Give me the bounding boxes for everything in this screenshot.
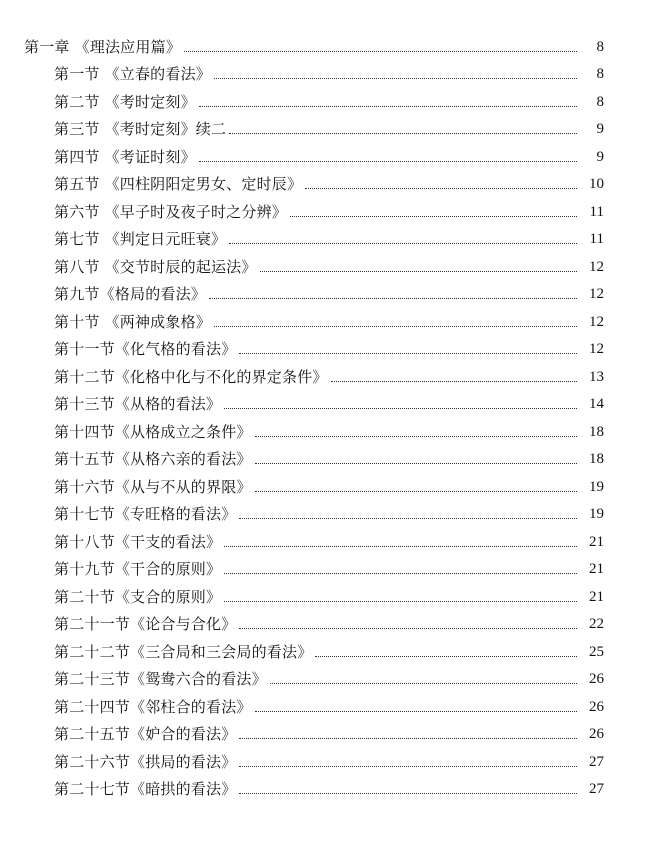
dot-leader: [255, 463, 577, 464]
dot-leader: [224, 601, 577, 602]
toc-section-entry[interactable]: [0, 690, 650, 718]
toc-section-entry[interactable]: [0, 608, 650, 636]
toc-section-entry[interactable]: [0, 388, 650, 416]
dot-leader: [315, 656, 577, 657]
section-title: 第四节 《考证时刻》: [54, 147, 196, 166]
page-number: 8: [596, 93, 604, 110]
dot-leader: [214, 78, 577, 79]
page-number: 12: [589, 258, 604, 275]
section-title: 第十九节《干合的原则》: [54, 560, 222, 578]
page-number: 25: [589, 643, 604, 660]
dot-leader: [305, 188, 577, 189]
toc-section-entry[interactable]: [0, 663, 650, 691]
dot-leader: [331, 381, 577, 382]
page-number: 26: [589, 698, 604, 715]
page-number: 27: [589, 781, 604, 797]
toc-section-entry[interactable]: [0, 333, 650, 361]
section-title: 第二十二节《三合局和三会局的看法》: [54, 642, 313, 661]
page-number: 22: [589, 616, 604, 632]
page-number: 26: [589, 671, 604, 687]
toc-section-entry[interactable]: [0, 58, 650, 86]
page-number: 27: [589, 753, 604, 770]
section-title: 第二十四节《邻柱合的看法》: [54, 697, 252, 716]
dot-leader: [255, 711, 577, 712]
dot-leader: [184, 51, 577, 52]
page-number: 11: [589, 203, 604, 220]
section-title: 第十四节《从格成立之条件》: [54, 422, 252, 441]
section-title: 第二十五节《妒合的看法》: [54, 725, 237, 743]
page-number: 9: [596, 121, 604, 137]
page-number: 21: [589, 588, 604, 605]
page-number: 11: [589, 231, 604, 247]
dot-leader: [260, 271, 577, 272]
page-number: 21: [589, 533, 604, 550]
section-title: 第十二节《化格中化与不化的界定条件》: [54, 367, 328, 386]
toc-section-entry[interactable]: [0, 360, 650, 388]
page-number: 9: [596, 148, 604, 165]
page-number: 21: [589, 561, 604, 577]
toc-section-entry[interactable]: [0, 498, 650, 526]
section-title: 第二节 《考时定刻》: [54, 92, 196, 111]
dot-leader: [229, 243, 577, 244]
toc-section-entry[interactable]: [0, 278, 650, 306]
chapter-title: 第一章 《理法应用篇》: [24, 37, 181, 56]
section-title: 第五节 《四柱阴阳定男女、定时辰》: [54, 175, 303, 193]
toc-section-entry[interactable]: [0, 415, 650, 443]
toc-section-entry[interactable]: [0, 113, 650, 141]
dot-leader: [239, 793, 577, 794]
section-title: 第十一节《化气格的看法》: [54, 340, 237, 358]
page-number: 18: [589, 423, 604, 440]
page-number: 12: [589, 341, 604, 357]
toc-section-entry[interactable]: [0, 140, 650, 168]
toc-section-entry[interactable]: [0, 443, 650, 471]
section-title: 第七节 《判定日元旺衰》: [54, 230, 227, 248]
page-number: 14: [589, 396, 604, 412]
section-title: 第八节 《交节时辰的起运法》: [54, 257, 257, 276]
dot-leader: [209, 298, 577, 299]
toc-section-entry[interactable]: [0, 250, 650, 278]
dot-leader: [255, 491, 577, 492]
toc-section-entry[interactable]: [0, 305, 650, 333]
toc-section-entry[interactable]: [0, 580, 650, 608]
dot-leader: [214, 326, 577, 327]
toc-section-entry[interactable]: [0, 195, 650, 223]
section-title: 第六节 《早子时及夜子时之分辨》: [54, 202, 287, 221]
toc-section-entry[interactable]: [0, 85, 650, 113]
dot-leader: [199, 161, 577, 162]
page-number: 12: [589, 313, 604, 330]
section-title: 第一节 《立春的看法》: [54, 65, 211, 83]
page-number: 19: [589, 478, 604, 495]
section-title: 第十五节《从格六亲的看法》: [54, 450, 252, 468]
page-number: 26: [589, 726, 604, 742]
section-title: 第三节 《考时定刻》续二: [54, 120, 227, 138]
page-number: 8: [596, 38, 604, 55]
toc-section-entry[interactable]: [0, 223, 650, 251]
dot-leader: [239, 766, 577, 767]
section-title: 第十节 《两神成象格》: [54, 312, 211, 331]
page-number: 12: [589, 286, 604, 302]
toc-section-entry[interactable]: [0, 470, 650, 498]
toc-section-entry[interactable]: [0, 773, 650, 801]
table-of-contents: [0, 30, 650, 800]
dot-leader: [270, 683, 577, 684]
section-title: 第九节《格局的看法》: [54, 285, 207, 303]
section-title: 第十三节《从格的看法》: [54, 395, 222, 413]
toc-section-entry[interactable]: [0, 718, 650, 746]
section-title: 第二十节《支合的原则》: [54, 587, 222, 606]
toc-section-entry[interactable]: [0, 168, 650, 196]
toc-section-entry[interactable]: [0, 553, 650, 581]
section-title: 第二十七节《暗拱的看法》: [54, 780, 237, 798]
dot-leader: [255, 436, 577, 437]
dot-leader: [239, 738, 577, 739]
section-title: 第十七节《专旺格的看法》: [54, 505, 237, 523]
section-title: 第二十六节《拱局的看法》: [54, 752, 237, 771]
page-number: 8: [596, 66, 604, 82]
dot-leader: [239, 353, 577, 354]
page-number: 19: [589, 506, 604, 522]
dot-leader: [199, 106, 577, 107]
section-title: 第二十一节《论合与合化》: [54, 615, 237, 633]
dot-leader: [224, 573, 577, 574]
dot-leader: [290, 216, 577, 217]
toc-section-entry[interactable]: [0, 635, 650, 663]
dot-leader: [239, 628, 577, 629]
dot-leader: [224, 546, 577, 547]
section-title: 第十六节《从与不从的界限》: [54, 477, 252, 496]
page-number: 18: [589, 451, 604, 467]
dot-leader: [239, 518, 577, 519]
dot-leader: [224, 408, 577, 409]
section-title: 第十八节《干支的看法》: [54, 532, 222, 551]
toc-section-entry[interactable]: [0, 525, 650, 553]
toc-section-entry[interactable]: [0, 745, 650, 773]
toc-chapter-entry[interactable]: [0, 30, 650, 58]
dot-leader: [229, 133, 577, 134]
page-number: 10: [589, 176, 604, 192]
page-number: 13: [589, 368, 604, 385]
section-title: 第二十三节《鸳鸯六合的看法》: [54, 670, 267, 688]
